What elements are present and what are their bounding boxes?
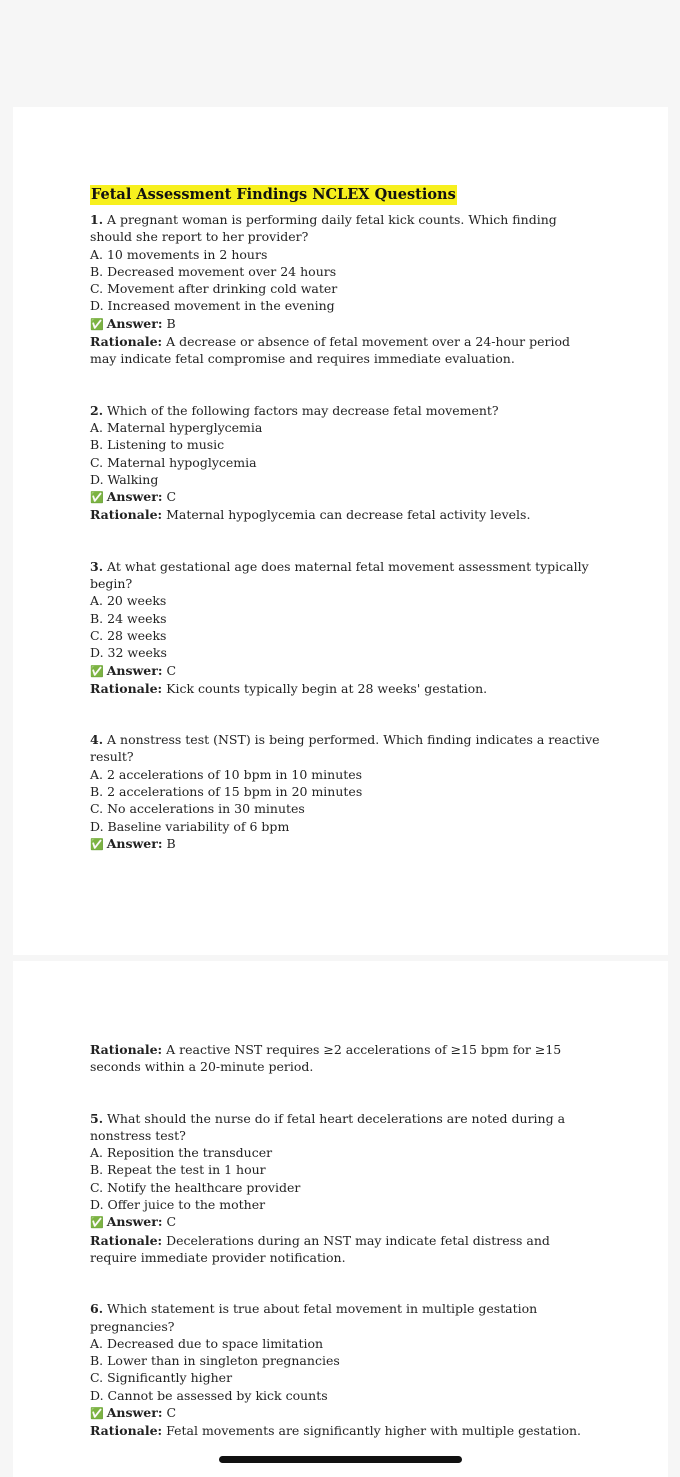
answer-value: B	[166, 835, 176, 851]
question-4	[90, 731, 604, 853]
question-number: 5.	[90, 1110, 104, 1126]
rationale-line	[90, 333, 600, 368]
option-b: B. Listening to music	[90, 437, 225, 453]
answer-value: C	[166, 1214, 177, 1230]
rationale-text: A decrease or absence of fetal movement over a 24-hour period may indicate fetal compromise and requires immediate evaluation.	[90, 334, 574, 367]
option-c: C. Maternal hypoglycemia	[90, 454, 257, 470]
page-1-content	[90, 184, 604, 853]
option-a: A. 2 accelerations of 10 bpm in 10 minutes	[90, 766, 363, 782]
check-mark-icon: ✅	[90, 491, 104, 505]
check-mark-icon: ✅	[90, 1216, 104, 1230]
rationale-line	[90, 680, 600, 697]
rationale-text: Kick counts typically begin at 28 weeks' gestation.	[166, 680, 488, 696]
rationale-line	[90, 1232, 600, 1267]
question-text: Which statement is true about fetal movement in multiple gestation pregnancies?	[90, 1301, 542, 1334]
question-number: 2.	[90, 402, 104, 418]
question-6	[90, 1300, 600, 1439]
rationale-text: Decelerations during an NST may indicate fetal distress and require immediate provider notification.	[90, 1232, 554, 1265]
check-mark-icon: ✅	[90, 664, 104, 678]
option-a: A. Reposition the transducer	[90, 1145, 273, 1161]
option-d: D. 32 weeks	[90, 645, 167, 661]
option-c: C. Notify the healthcare provider	[90, 1179, 301, 1195]
answer-line	[90, 488, 600, 506]
rationale-text: A reactive NST requires ≥2 accelerations of ≥15 bpm for ≥15 seconds within a 20-minute period.	[90, 1042, 566, 1075]
question-5	[90, 1110, 600, 1267]
option-a: A. 10 movements in 2 hours	[90, 246, 268, 262]
question-1	[90, 211, 600, 368]
option-b: B. 24 weeks	[90, 610, 167, 626]
rationale-label: Rationale:	[90, 1232, 163, 1248]
rationale-label: Rationale:	[90, 334, 163, 350]
option-d: D. Walking	[90, 471, 159, 487]
rationale-line	[90, 1422, 600, 1439]
question-text: A pregnant woman is performing daily fetal kick counts. Which finding should she report to her provider?	[90, 212, 561, 245]
answer-line	[90, 1213, 600, 1231]
answer-label: Answer:	[106, 835, 163, 851]
answer-line	[90, 835, 600, 853]
check-mark-icon: ✅	[90, 837, 104, 851]
rationale-label: Rationale:	[90, 507, 163, 523]
document-page-2	[13, 961, 668, 1477]
option-b: B. Lower than in singleton pregnancies	[90, 1353, 340, 1369]
option-c: C. 28 weeks	[90, 627, 167, 643]
home-indicator[interactable]	[219, 1456, 462, 1463]
answer-label: Answer:	[106, 1214, 163, 1230]
check-mark-icon: ✅	[90, 317, 104, 331]
rationale-line	[90, 506, 600, 523]
answer-value: C	[166, 662, 177, 678]
option-d: D. Offer juice to the mother	[90, 1197, 266, 1213]
answer-label: Answer:	[106, 489, 163, 505]
answer-value: B	[166, 315, 176, 331]
question-text: Which of the following factors may decrease fetal movement?	[107, 402, 499, 418]
answer-label: Answer:	[106, 662, 163, 678]
question-4-rationale	[90, 1041, 600, 1076]
question-number: 3.	[90, 558, 104, 574]
question-number: 6.	[90, 1301, 104, 1317]
question-stem	[90, 558, 600, 593]
page-2-content	[90, 1041, 600, 1440]
question-stem	[90, 1110, 600, 1145]
answer-line	[90, 1404, 600, 1422]
option-a: A. 20 weeks	[90, 593, 167, 609]
question-stem	[90, 402, 600, 419]
rationale-label: Rationale:	[90, 1042, 163, 1057]
option-d: D. Baseline variability of 6 bpm	[90, 818, 290, 834]
option-d: D. Cannot be assessed by kick counts	[90, 1387, 328, 1403]
option-b: B. Decreased movement over 24 hours	[90, 263, 337, 279]
question-text: What should the nurse do if fetal heart decelerations are noted during a nonstress test?	[90, 1110, 570, 1143]
question-stem	[90, 731, 604, 766]
question-2	[90, 402, 600, 524]
answer-label: Answer:	[106, 315, 163, 331]
check-mark-icon: ✅	[90, 1407, 104, 1421]
question-stem	[90, 211, 600, 246]
option-c: C. Significantly higher	[90, 1370, 233, 1386]
answer-label: Answer:	[106, 1405, 163, 1421]
question-text: A nonstress test (NST) is being performed. Which finding indicates a reactive result?	[90, 732, 604, 765]
document-page-1	[13, 107, 668, 955]
rationale-label: Rationale:	[90, 1423, 163, 1439]
answer-line	[90, 315, 600, 333]
option-a: A. Maternal hyperglycemia	[90, 419, 263, 435]
option-a: A. Decreased due to space limitation	[90, 1335, 324, 1351]
option-c: C. Movement after drinking cold water	[90, 281, 338, 297]
answer-value: C	[166, 489, 177, 505]
rationale-label: Rationale:	[90, 680, 163, 696]
rationale-text: Fetal movements are significantly higher with multiple gestation.	[166, 1423, 582, 1439]
document-title: Fetal Assessment Findings NCLEX Questions	[91, 186, 456, 203]
answer-line	[90, 662, 600, 680]
rationale-line	[90, 1041, 600, 1076]
rationale-text: Maternal hypoglycemia can decrease fetal activity levels.	[166, 507, 531, 523]
question-3	[90, 558, 600, 697]
question-stem	[90, 1300, 600, 1335]
question-text: At what gestational age does maternal fetal movement assessment typically begin?	[90, 558, 593, 592]
option-b: B. 2 accelerations of 15 bpm in 20 minutes	[90, 784, 363, 800]
question-number: 1.	[90, 212, 104, 227]
option-d: D. Increased movement in the evening	[90, 298, 335, 314]
option-b: B. Repeat the test in 1 hour	[90, 1162, 266, 1178]
answer-value: C	[166, 1405, 177, 1421]
option-c: C. No accelerations in 30 minutes	[90, 801, 305, 817]
question-number: 4.	[90, 732, 104, 748]
